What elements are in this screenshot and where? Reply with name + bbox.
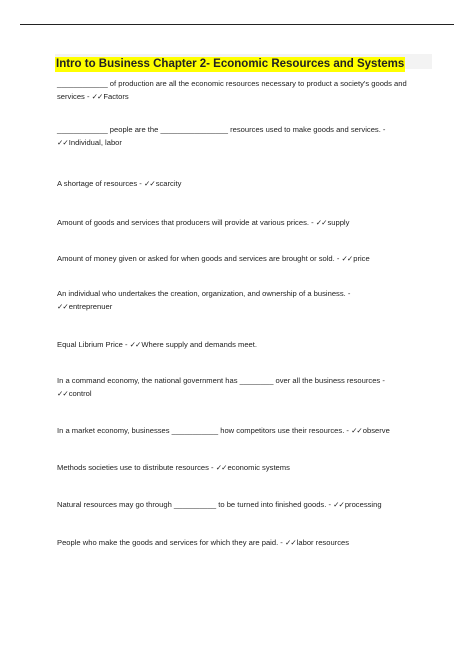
qa-item-3 <box>57 178 429 191</box>
question-text: ____________ people are the ________________ resources used to make goods and services. - <box>57 125 388 134</box>
answer-text: entreprenuer <box>68 301 113 311</box>
qa-item-9 <box>57 425 429 438</box>
answer-text: processing <box>344 500 382 509</box>
answer-text: observe <box>362 426 390 435</box>
check-icon: ✓✓ <box>129 340 141 349</box>
answer-text: Individual, labor <box>68 137 122 147</box>
answer-text: scarcity <box>155 179 182 188</box>
document-title: Intro to Business Chapter 2- Economic Resources and Systems <box>56 58 405 70</box>
qa-item-11 <box>57 499 429 512</box>
answer-text: economic systems <box>227 463 290 472</box>
qa-item-10 <box>57 462 429 475</box>
check-icon: ✓✓ <box>215 463 227 472</box>
check-icon: ✓✓ <box>351 426 362 435</box>
question-text: Methods societies use to distribute resources - <box>57 463 216 472</box>
question-text: ____________ of production are all the economic resources necessary to product a society's goods and services - <box>57 79 409 101</box>
question-text: People who make the goods and services for which they are paid. - <box>57 538 285 547</box>
qa-item-12 <box>57 537 429 550</box>
answer-text: labor resources <box>296 538 350 547</box>
question-text: Equal Librium Price - <box>57 340 130 349</box>
qa-item-5 <box>57 253 429 266</box>
answer-text: control <box>68 388 92 398</box>
title-bar <box>55 54 432 69</box>
check-icon: ✓✓ <box>284 538 296 547</box>
question-text: Natural resources may go through __________ to be turned into finished goods. - <box>57 500 334 509</box>
check-icon: ✓✓ <box>57 388 68 398</box>
check-icon: ✓✓ <box>315 218 327 227</box>
qa-item-4 <box>57 217 429 230</box>
answer-text: Where supply and demands meet. <box>141 340 257 349</box>
answer-text: price <box>353 254 370 263</box>
check-icon: ✓✓ <box>143 179 155 188</box>
question-text: In a market economy, businesses ___________ how competitors use their resources. - <box>57 426 352 435</box>
question-text: A shortage of resources - <box>57 179 144 188</box>
qa-item-1 <box>57 78 429 103</box>
check-icon: ✓✓ <box>341 254 353 263</box>
question-text: In a command economy, the national government has ________ over all the business resources - <box>57 376 387 385</box>
question-text: An individual who undertakes the creation, organization, and ownership of a business. - <box>57 289 353 298</box>
check-icon: ✓✓ <box>57 301 68 311</box>
check-icon: ✓✓ <box>333 500 344 509</box>
check-icon: ✓✓ <box>57 137 68 147</box>
top-rule <box>20 24 454 25</box>
question-text: Amount of goods and services that producers will provide at various prices. - <box>57 218 316 227</box>
qa-item-6 <box>57 288 429 313</box>
answer-text: supply <box>327 218 350 227</box>
question-text: Amount of money given or asked for when goods and services are brought or sold. - <box>57 254 342 263</box>
answer-text: Factors <box>103 91 129 101</box>
qa-item-8 <box>57 375 429 400</box>
check-icon: ✓✓ <box>91 91 103 101</box>
qa-item-2 <box>57 124 429 149</box>
qa-item-7 <box>57 339 429 352</box>
